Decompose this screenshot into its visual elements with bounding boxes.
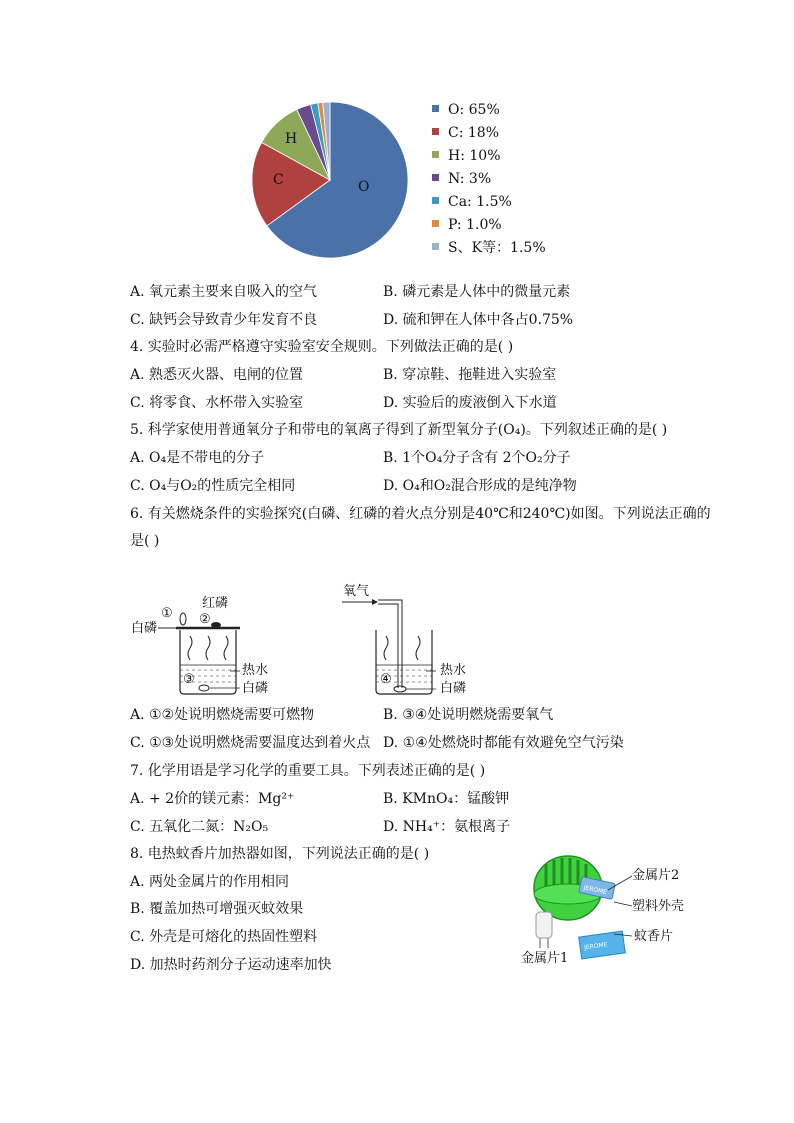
q4-stem: 4. 实验时必需严格遵守实验室安全规则。下列做法正确的是( ) [130, 339, 514, 355]
q3-option-b: B. 磷元素是人体中的微量元素 [383, 284, 571, 300]
label-circle-1: ① [161, 606, 173, 621]
label-circle-3: ③ [183, 672, 195, 687]
legend-item-ca: Ca: 1.5% [432, 193, 512, 211]
steam-wave [416, 636, 420, 660]
label-plastic-shell: 塑料外壳 [632, 899, 685, 914]
white-phosphorus-dot [199, 685, 209, 691]
q4-option-a: A. 熟悉灭火器、电闸的位置 [130, 367, 304, 383]
q6-stem-line1: 6. 有关燃烧条件的实验探究(白磷、红磷的着火点分别是40℃和240℃)如图。下列说法正确的 [130, 506, 711, 522]
q5-option-d: D. O₄和O₂混合形成的是纯净物 [383, 478, 577, 494]
flame-icon [180, 613, 186, 625]
q6-stem-line2: 是( ) [130, 533, 160, 549]
q3-option-d: D. 硫和钾在人体中各占0.75% [383, 312, 574, 328]
arrow-head-icon [372, 599, 378, 605]
label-circle-2: ② [199, 612, 211, 627]
q3-option-a: A. 氧元素主要来自吸入的空气 [130, 284, 318, 300]
legend-swatch [432, 128, 439, 135]
steam-wave [206, 636, 210, 660]
q3-option-c: C. 缺钙会导致青少年发育不良 [130, 312, 318, 328]
q8-option-b: B. 覆盖加热可增强灭蚊效果 [130, 901, 304, 917]
legend-swatch [432, 197, 439, 204]
legend-swatch [432, 105, 439, 112]
pie-label-h: H [285, 131, 298, 147]
label-white-phosphorus-1: 白磷 [242, 681, 269, 696]
brand-label: JEROME [583, 884, 608, 897]
q5-option-c: C. O₄与O₂的性质完全相同 [130, 478, 296, 494]
legend-item-o: O: 65% [432, 101, 500, 119]
legend-item-c: C: 18% [432, 124, 499, 142]
q8-option-c: C. 外壳是可熔化的热固性塑料 [130, 929, 318, 945]
q6-option-c: C. ①③处说明燃烧需要温度达到着火点 [130, 735, 371, 751]
label-red-phosphorus: 红磷 [202, 596, 229, 611]
pointer-line [608, 876, 632, 890]
pie-label-c: C [273, 172, 284, 188]
mat-brand-label: JEROME [583, 941, 608, 952]
q6-option-a: A. ①②处说明燃烧需要可燃物 [130, 707, 315, 723]
legend-swatch [432, 243, 439, 250]
label-metal-plate-2: 金属片2 [632, 868, 680, 883]
pie-chart [240, 90, 420, 270]
q7-option-a: A. + 2价的镁元素：Mg²⁺ [130, 791, 295, 807]
q7-option-b: B. KMnO₄：锰酸钾 [383, 791, 510, 807]
q4-option-b: B. 穿凉鞋、拖鞋进入实验室 [383, 367, 557, 383]
label-white-phosphorus-2: 白磷 [440, 681, 467, 696]
q7-stem: 7. 化学用语是学习化学的重要工具。下列表述正确的是( ) [130, 763, 486, 779]
q8-option-a: A. 两处金属片的作用相同 [130, 874, 290, 890]
q4-option-c: C. 将零食、水杯带入实验室 [130, 395, 304, 411]
label-repellent-mat: 蚊香片 [634, 929, 674, 944]
steam-wave [384, 636, 388, 660]
q5-stem: 5. 科学家使用普通氧分子和带电的氧离子得到了新型氧分子(O₄)。下列叙述正确的是( ) [130, 422, 668, 438]
combustion-figure-right [338, 590, 448, 705]
legend-item-h: H: 10% [432, 147, 501, 165]
legend-item-sk: S、K等：1.5% [432, 239, 546, 257]
label-hot-water-1: 热水 [242, 663, 269, 678]
q4-option-d: D. 实验后的废液倒入下水道 [383, 395, 557, 411]
label-white-phosphorus-plate: 白磷 [131, 621, 158, 636]
label-circle-4: ④ [380, 672, 392, 687]
legend-item-n: N: 3% [432, 170, 491, 188]
pie-label-o: O [358, 179, 370, 195]
q7-option-c: C. 五氧化二氮：N₂O₅ [130, 819, 269, 835]
pointer-line [614, 934, 632, 936]
plug-body [536, 912, 552, 938]
q8-option-d: D. 加热时药剂分子运动速率加快 [130, 957, 332, 973]
label-hot-water-2: 热水 [440, 663, 467, 678]
q5-option-a: A. O₄是不带电的分子 [130, 450, 265, 466]
steam-wave [224, 636, 228, 660]
steam-wave [188, 636, 192, 660]
legend-swatch [432, 151, 439, 158]
q7-option-d: D. NH₄⁺：氨根离子 [383, 819, 511, 835]
q8-stem: 8. 电热蚊香片加热器如图，下列说法正确的是( ) [130, 846, 430, 862]
red-phosphorus-dot [211, 622, 221, 628]
q6-option-b: B. ③④处说明燃烧需要氧气 [383, 707, 554, 723]
q6-option-d: D. ①④处燃烧时都能有效避免空气污染 [383, 735, 624, 751]
label-metal-plate-1: 金属片1 [521, 951, 569, 966]
legend-item-p: P: 1.0% [432, 216, 502, 234]
white-phosphorus-dot [394, 686, 406, 692]
label-oxygen: 氧气 [343, 584, 370, 599]
legend-swatch [432, 220, 439, 227]
q5-option-b: B. 1个O₄分子含有 2个O₂分子 [383, 450, 571, 466]
pointer-line [614, 902, 632, 906]
legend-swatch [432, 174, 439, 181]
